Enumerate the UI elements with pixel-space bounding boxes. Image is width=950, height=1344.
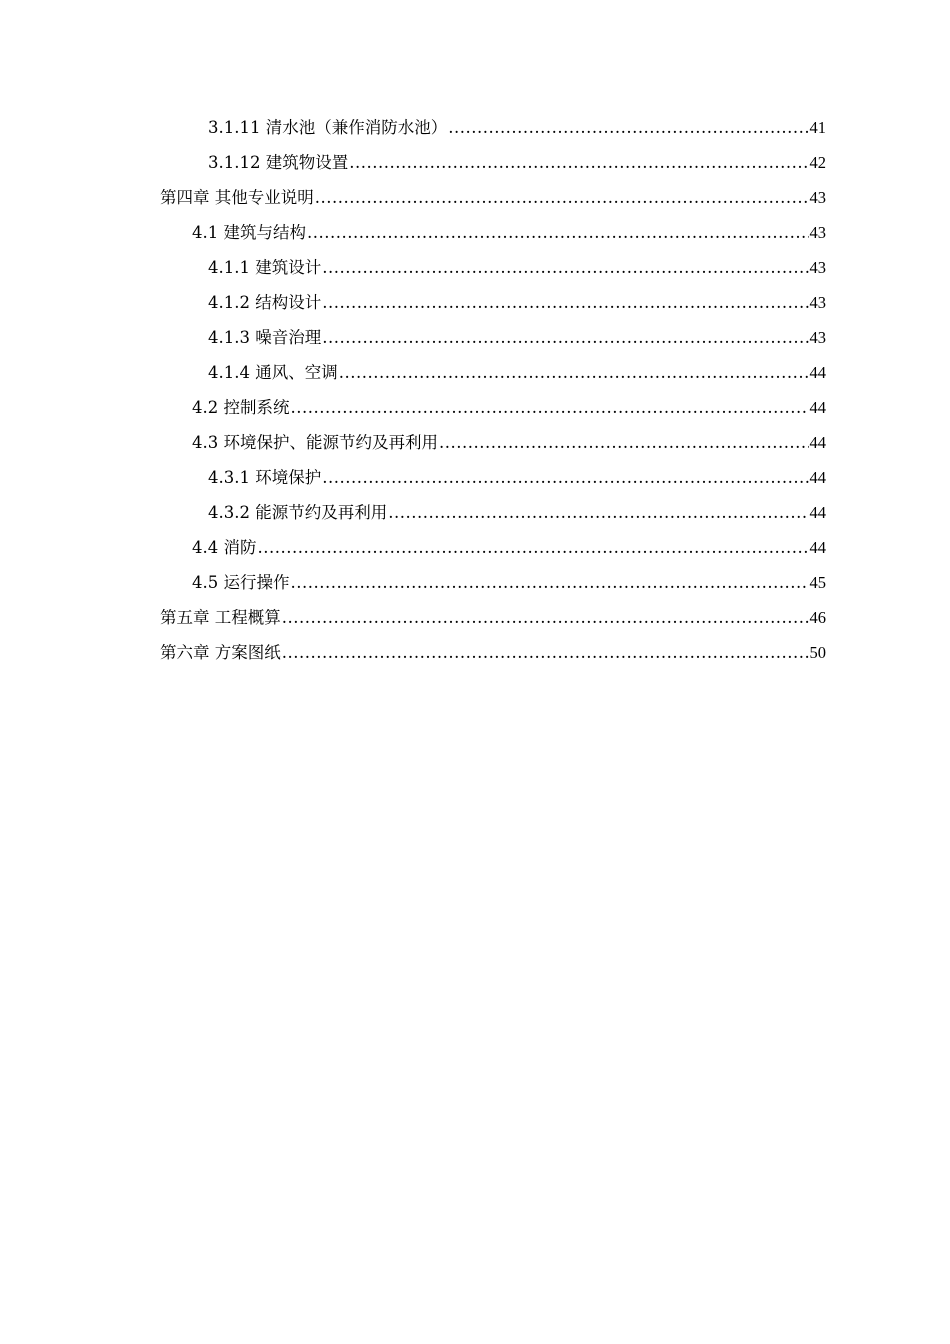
toc-dot-leader — [322, 285, 808, 320]
toc-dot-leader — [307, 215, 809, 250]
toc-dot-leader — [322, 460, 808, 495]
toc-entry-page-number: 44 — [809, 468, 826, 487]
toc-entry-title: 4.1.2 结构设计 — [208, 293, 322, 312]
toc-entry-title: 3.1.11 清水池（兼作消防水池） — [208, 118, 448, 137]
toc-dot-leader — [291, 390, 809, 425]
toc-entry-page-number: 46 — [809, 608, 826, 627]
toc-entry-title: 4.1.1 建筑设计 — [208, 258, 322, 277]
toc-entry-title: 4.2 控制系统 — [192, 398, 290, 417]
toc-dot-leader — [439, 425, 809, 460]
toc-entry-title: 第四章 其他专业说明 — [160, 188, 314, 207]
toc-entry-4-1-2[interactable] — [160, 285, 826, 320]
toc-entry-page-number: 44 — [809, 363, 826, 382]
toc-entry-page-number: 44 — [809, 398, 826, 417]
toc-entry-4-1-4[interactable] — [160, 355, 826, 390]
table-of-contents — [160, 110, 826, 670]
toc-entry-4-1-3[interactable] — [160, 320, 826, 355]
toc-dot-leader — [322, 320, 808, 355]
toc-entry-title: 4.3.2 能源节约及再利用 — [208, 503, 388, 522]
toc-entry-4-4[interactable] — [160, 530, 826, 565]
toc-entry-title: 4.1 建筑与结构 — [192, 223, 306, 242]
toc-entry-title: 4.3.1 环境保护 — [208, 468, 322, 487]
toc-dot-leader — [448, 110, 808, 145]
toc-entry-chapter-6[interactable] — [160, 635, 826, 670]
toc-entry-page-number: 44 — [809, 503, 826, 522]
toc-entry-page-number: 43 — [809, 223, 826, 242]
toc-dot-leader — [315, 180, 809, 215]
toc-entry-title: 第六章 方案图纸 — [160, 643, 281, 662]
toc-dot-leader — [322, 250, 808, 285]
toc-entry-page-number: 50 — [809, 643, 826, 662]
toc-dot-leader — [349, 145, 808, 180]
toc-entry-chapter-4[interactable] — [160, 180, 826, 215]
toc-entry-4-2[interactable] — [160, 390, 826, 425]
toc-dot-leader — [282, 600, 809, 635]
toc-entry-page-number: 45 — [809, 573, 826, 592]
toc-entry-chapter-5[interactable] — [160, 600, 826, 635]
toc-entry-3-1-12[interactable] — [160, 145, 826, 180]
toc-entry-page-number: 44 — [809, 538, 826, 557]
toc-entry-page-number: 43 — [809, 328, 826, 347]
toc-entry-page-number: 44 — [809, 433, 826, 452]
toc-entry-4-3[interactable] — [160, 425, 826, 460]
toc-entry-page-number: 43 — [809, 188, 826, 207]
toc-entry-4-1-1[interactable] — [160, 250, 826, 285]
toc-entry-title: 4.1.3 噪音治理 — [208, 328, 322, 347]
toc-entry-title: 4.3 环境保护、能源节约及再利用 — [192, 433, 438, 452]
toc-entry-page-number: 42 — [809, 153, 826, 172]
toc-entry-page-number: 43 — [809, 258, 826, 277]
toc-dot-leader — [258, 530, 809, 565]
toc-dot-leader — [291, 565, 809, 600]
toc-entry-title: 4.5 运行操作 — [192, 573, 290, 592]
toc-dot-leader — [282, 635, 809, 670]
toc-entry-3-1-11[interactable] — [160, 110, 826, 145]
toc-entry-title: 3.1.12 建筑物设置 — [208, 153, 349, 172]
toc-entry-4-3-2[interactable] — [160, 495, 826, 530]
toc-entry-title: 第五章 工程概算 — [160, 608, 281, 627]
toc-entry-title: 4.1.4 通风、空调 — [208, 363, 338, 382]
toc-dot-leader — [339, 355, 809, 390]
toc-dot-leader — [388, 495, 808, 530]
toc-entry-page-number: 43 — [809, 293, 826, 312]
toc-entry-4-3-1[interactable] — [160, 460, 826, 495]
toc-entry-title: 4.4 消防 — [192, 538, 257, 557]
toc-entry-4-1[interactable] — [160, 215, 826, 250]
toc-entry-page-number: 41 — [809, 118, 826, 137]
toc-entry-4-5[interactable] — [160, 565, 826, 600]
